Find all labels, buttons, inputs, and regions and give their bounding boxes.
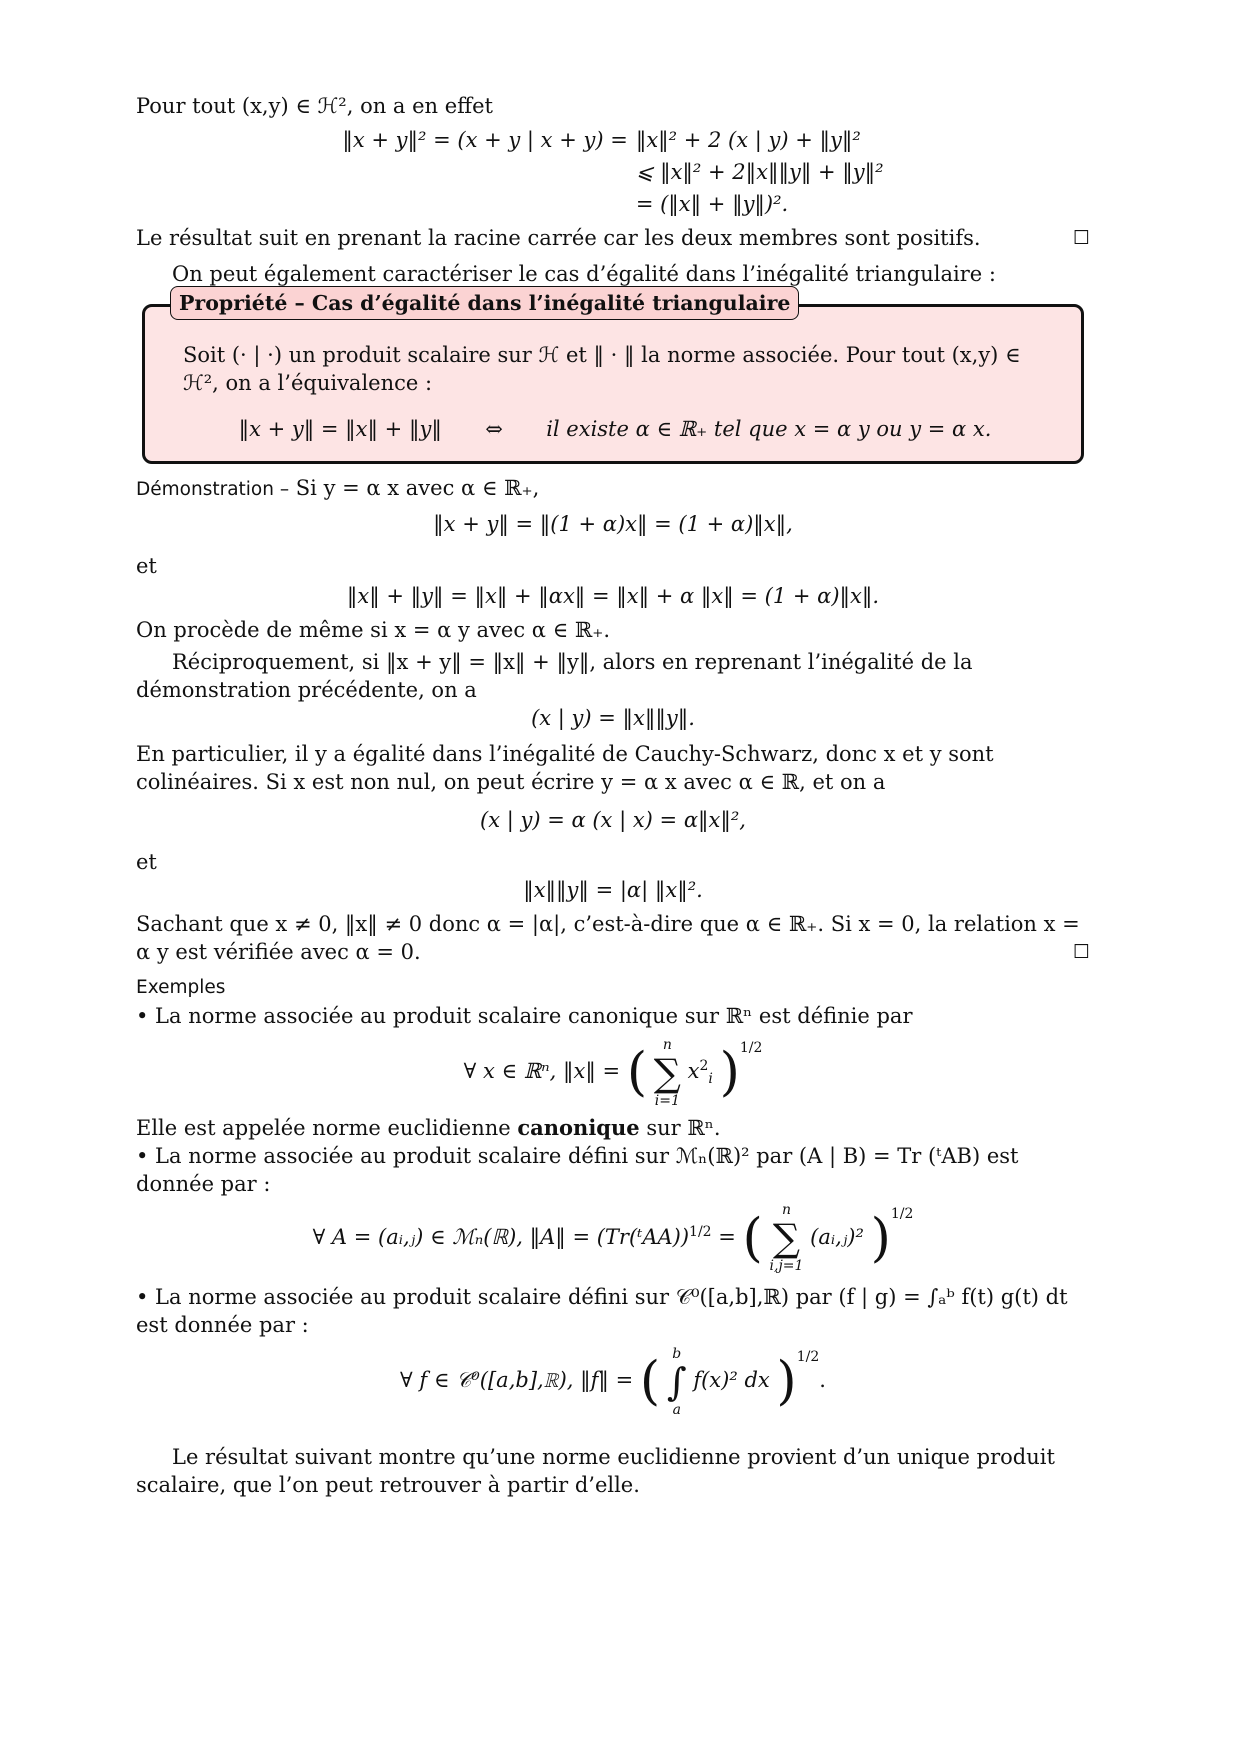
right-paren-icon-2: )	[870, 1208, 891, 1268]
et-2: et	[136, 850, 157, 874]
reciprocal-paragraph: Réciproquement, si ‖x + y‖ = ‖x‖ + ‖y‖, alors en reprenant l’inégalité de la démonstration précédente, on a	[136, 650, 973, 702]
demonstration-intro-text: Si y = α x avec α ∈ ℝ₊,	[295, 476, 540, 500]
property-body	[142, 304, 1084, 464]
example-1-text: • La norme associée au produit scalaire canonique sur ℝⁿ est définie par	[136, 1004, 913, 1028]
sum-term-2: (aᵢ,ⱼ)²	[810, 1224, 864, 1249]
integral-term: f(x)² dx	[693, 1368, 770, 1392]
property-text: Soit (· | ·) un produit scalaire sur ℋ et ‖ · ‖ la norme associée. Pour tout (x,y) ∈ ℋ², on a l’équivalence :	[183, 343, 1021, 395]
demonstration-intro	[136, 474, 1090, 504]
property-formula-left: ‖x + y‖ = ‖x‖ + ‖y‖	[238, 417, 442, 441]
power: 1/2	[739, 1040, 763, 1056]
demo-equation-5: ‖x‖‖y‖ = |α| ‖x‖².	[523, 878, 703, 902]
derivation-line-2: ⩽ ‖x‖² + 2‖x‖‖y‖ + ‖y‖²	[635, 160, 884, 184]
intro-paragraph: Pour tout (x,y) ∈ ℋ², on a en effet	[136, 94, 493, 118]
left-paren-icon: (	[626, 1042, 648, 1103]
final-paragraph	[136, 910, 1090, 966]
power-2b: 1/2	[890, 1205, 914, 1222]
right-paren-icon: )	[719, 1042, 740, 1103]
property-box	[142, 291, 1084, 464]
et-1: et	[136, 554, 157, 578]
power-2a: 1/2	[689, 1223, 712, 1240]
example-2-lhs: ∀ A = (aᵢ,ⱼ) ∈ ℳₙ(ℝ), ‖A‖ = (Tr(ᵗAA))	[312, 1224, 690, 1249]
demo-equation-4: (x | y) = α (x | x) = α‖x‖²,	[480, 808, 746, 832]
sum-symbol-icon: n ∑ i=1	[653, 1036, 681, 1109]
conclusion-text: Le résultat suit en prenant la racine carrée car les deux membres sont positifs.	[136, 226, 981, 250]
example-3-text: • La norme associée au produit scalaire défini sur 𝒞⁰([a,b],ℝ) par (f | g) = ∫ₐᵇ f(t) g(t) dt est donnée par :	[136, 1285, 1068, 1337]
example-2-formula: ∀ A = (aᵢ,ⱼ) ∈ ℳₙ(ℝ), ‖A‖ = (Tr(ᵗAA))$^{1/2}$ = ( n ∑ i,j=1 (aᵢ,ⱼ)² )$^{1/2}$	[312, 1202, 914, 1274]
integral-lower-limit: a	[672, 1401, 681, 1418]
examples-heading: Exemples	[136, 977, 226, 998]
qed-icon: ☐	[1072, 227, 1090, 249]
final-text: Sachant que x ≠ 0, ‖x‖ ≠ 0 donc α = |α|, c’est-à-dire que α ∈ ℝ₊. Si x = 0, la relation x = α y est vérifiée avec α = 0.	[136, 912, 1080, 964]
sum-upper-limit-2: n	[781, 1202, 791, 1218]
property-title: Propriété – Cas d’égalité dans l’inégalité triangulaire	[170, 286, 799, 320]
example-1-after	[136, 1114, 1090, 1142]
closing-paragraph: Le résultat suivant montre qu’une norme euclidienne provient d’un unique produit scalaire, que l’on peut retrouver à partir d’elle.	[136, 1444, 1055, 1497]
demonstration-label: Démonstration –	[136, 479, 290, 500]
equality-case-intro: On peut également caractériser le cas d’égalité dans l’inégalité triangulaire :	[172, 262, 996, 286]
triangle-inequality-derivation	[136, 126, 1090, 218]
property-formula	[183, 415, 1047, 443]
example-1-after-text: Elle est appelée norme euclidienne	[136, 1115, 511, 1140]
sum-lower-limit-2: i,j=1	[769, 1258, 804, 1274]
property-formula-right: il existe α ∈ ℝ₊ tel que x = α y ou y = α x.	[546, 417, 992, 441]
sum-lower-limit: i=1	[654, 1092, 680, 1109]
right-paren-icon-3: )	[776, 1351, 797, 1412]
integral-symbol-icon: b ∫ a	[666, 1345, 687, 1418]
power-3: 1/2	[796, 1349, 820, 1365]
derivation-line-1: ‖x‖² + 2 (x | y) + ‖y‖²	[635, 128, 861, 152]
canonique-bold: canonique	[517, 1114, 640, 1140]
integral-upper-limit: b	[672, 1345, 682, 1362]
sum-symbol-icon-2: n ∑ i,j=1	[769, 1202, 804, 1274]
example-3-formula: ∀ f ∈ 𝒞⁰([a,b],ℝ), ‖f‖ = ( b ∫ a f(x)² dx )$^{1/2}$.	[400, 1345, 826, 1418]
example-2-text: • La norme associée au produit scalaire défini sur ℳₙ(ℝ)² par (A | B) = Tr (ᵗAB) est donnée par :	[136, 1143, 1019, 1196]
equivalence-icon: ⇔	[485, 417, 503, 441]
demo-equation-2: ‖x‖ + ‖y‖ = ‖x‖ + ‖αx‖ = ‖x‖ + α ‖x‖ = (1 + α)‖x‖.	[346, 584, 880, 608]
derivation-lhs: ‖x + y‖² = (x + y | x + y) =	[342, 128, 628, 152]
demo-equation-3: (x | y) = ‖x‖‖y‖.	[531, 706, 695, 730]
sum-term: $x^2_i$	[687, 1058, 713, 1088]
conclusion-paragraph	[136, 224, 1090, 252]
example-1-formula	[136, 1034, 1090, 1110]
left-paren-icon-2: (	[742, 1208, 763, 1268]
left-paren-icon-3: (	[639, 1351, 661, 1412]
example-1-lhs: ∀ x ∈ ℝⁿ, ‖x‖ =	[463, 1059, 621, 1083]
cauchy-schwarz-paragraph: En particulier, il y a égalité dans l’inégalité de Cauchy-Schwarz, donc x et y sont colinéaires. Si x est non nul, on peut écrire y = α x avec α ∈ ℝ, et on a	[136, 742, 994, 794]
sum-upper-limit: n	[662, 1036, 672, 1053]
qed-icon-2: ☐	[1072, 941, 1090, 963]
example-3-lhs: ∀ f ∈ 𝒞⁰([a,b],ℝ), ‖f‖ =	[400, 1368, 634, 1392]
example-1-after-end: sur ℝⁿ.	[646, 1115, 721, 1140]
demo-equation-1: ‖x + y‖ = ‖(1 + α)x‖ = (1 + α)‖x‖,	[433, 512, 793, 536]
page-content	[136, 92, 1090, 1499]
derivation-line-3: = (‖x‖ + ‖y‖)².	[635, 192, 789, 216]
same-case-paragraph: On procède de même si x = α y avec α ∈ ℝ₊.	[136, 618, 611, 642]
